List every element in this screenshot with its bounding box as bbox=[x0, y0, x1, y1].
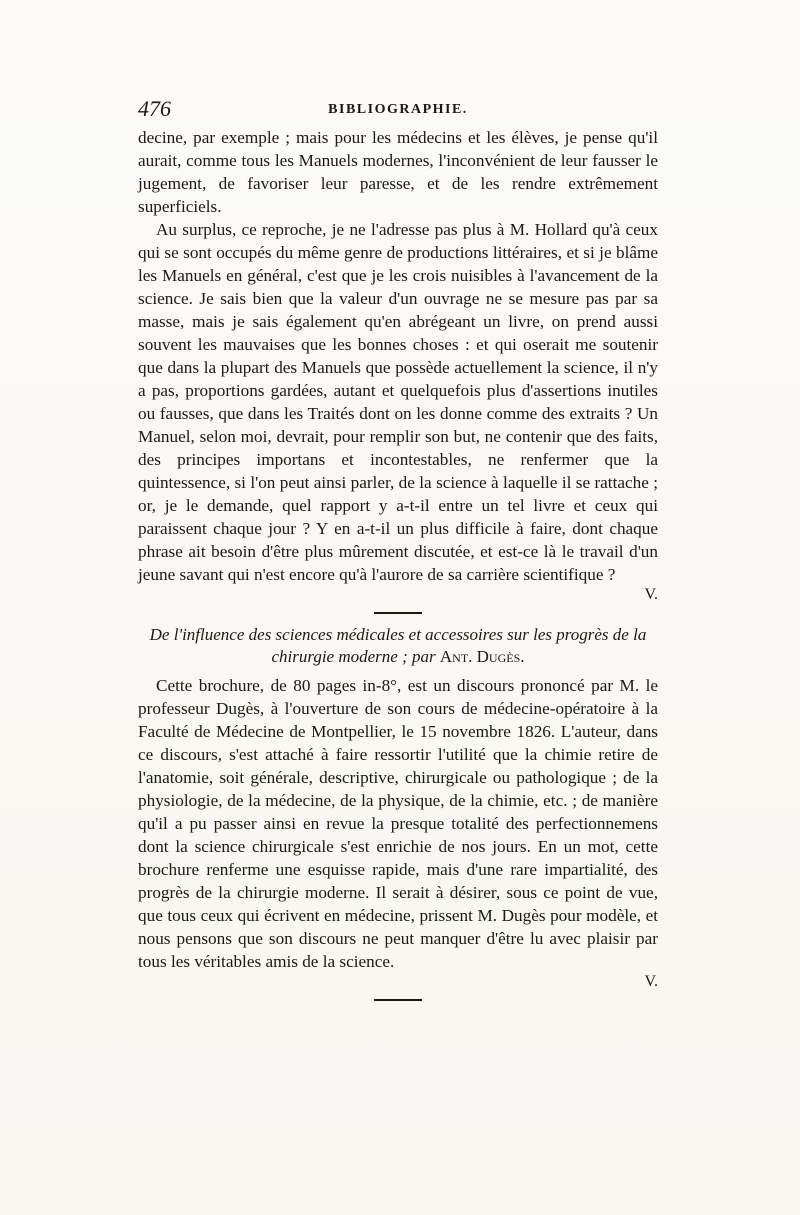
running-head bbox=[138, 96, 658, 126]
article-title-text: De l'influence des sciences médicales et accessoires sur les progrès de la chirurgie moderne ; par bbox=[149, 625, 647, 666]
review-signature: V. bbox=[644, 586, 658, 603]
review-signature: V. bbox=[644, 973, 658, 990]
article-author: Ant. Dugès. bbox=[439, 647, 525, 666]
paragraph-manuels-critique: Au surplus, ce reproche, je ne l'adresse pas plus à M. Hollard qu'à ceux qui se sont occupés du même genre de productions littéraires, et si je blâme les Manuels en général, c'est que je les crois nuisibles à l'avancement de la science. Je sais bien que la valeur d'un ouvrage ne se mesure pas par sa masse, mais je sais également qu'en abrégeant un livre, on prend aussi souvent les mauvaises que les bonnes choses : et qui oserait me soutenir que dans la plupart des Manuels que possède actuellement la science, il n'y a pas, proportions gardées, autant et quelquefois plus d'assertions inutiles ou fausses, que dans les Traités dont on les donne comme des extraits ? Un Manuel, selon moi, devrait, pour remplir son but, ne contenir que des faits, des principes importans et incontestables, ne renfermer que la quintessence, si l'on peut ainsi parler, de la science à laquelle il se rattache ; or, je le demande, quel rapport y a-t-il entre un tel livre et ceux qui paraissent chaque jour ? Y en a-t-il un plus difficile à faire, dont chaque phrase ait besoin d'être plus mûrement discutée, et est-ce là le travail d'un jeune savant qui n'est encore qu'à l'aurore de sa carrière scientifique ? bbox=[138, 220, 658, 584]
running-head-title: BIBLIOGRAPHIE. bbox=[328, 102, 468, 117]
page-number: 476 bbox=[138, 96, 171, 121]
section-divider bbox=[374, 999, 422, 1001]
article-title bbox=[138, 624, 658, 668]
section-divider bbox=[374, 612, 422, 614]
paragraph-brochure-review: Cette brochure, de 80 pages in-8°, est un discours prononcé par M. le professeur Dugès, à l'ouverture de son cours de médecine-opératoire à la Faculté de Médecine de Montpellier, le 15 novembre 1826. L'auteur, dans ce discours, s'est attaché à faire ressortir l'utilité que la chimie retire de l'anatomie, soit générale, descriptive, chirurgicale ou pathologique ; de la physiologie, de la médecine, de la physique, de la chimie, etc. ; de manière qu'il a pu passer ainsi en revue la presque totalité des perfectionnemens dont la science chirurgicale s'est enrichie de nos jours. En un mot, cette brochure renferme une esquisse rapide, mais d'une rare impartialité, des progrès de la chirurgie moderne. Il serait à désirer, sous ce point de vue, que tous ceux qui écrivent en médecine, prissent M. Dugès pour modèle, et nous pensons que son discours ne peut manquer d'être lu avec plaisir par tous les véritables amis de la science. bbox=[138, 676, 658, 971]
paragraph-continuation: decine, par exemple ; mais pour les médecins et les élèves, je pense qu'il aurait, comme tous les Manuels modernes, l'inconvénient de leur fausser le jugement, de favoriser leur paresse, et de les rendre extrêmement superficiels. bbox=[138, 128, 658, 216]
text-column bbox=[138, 96, 658, 1011]
